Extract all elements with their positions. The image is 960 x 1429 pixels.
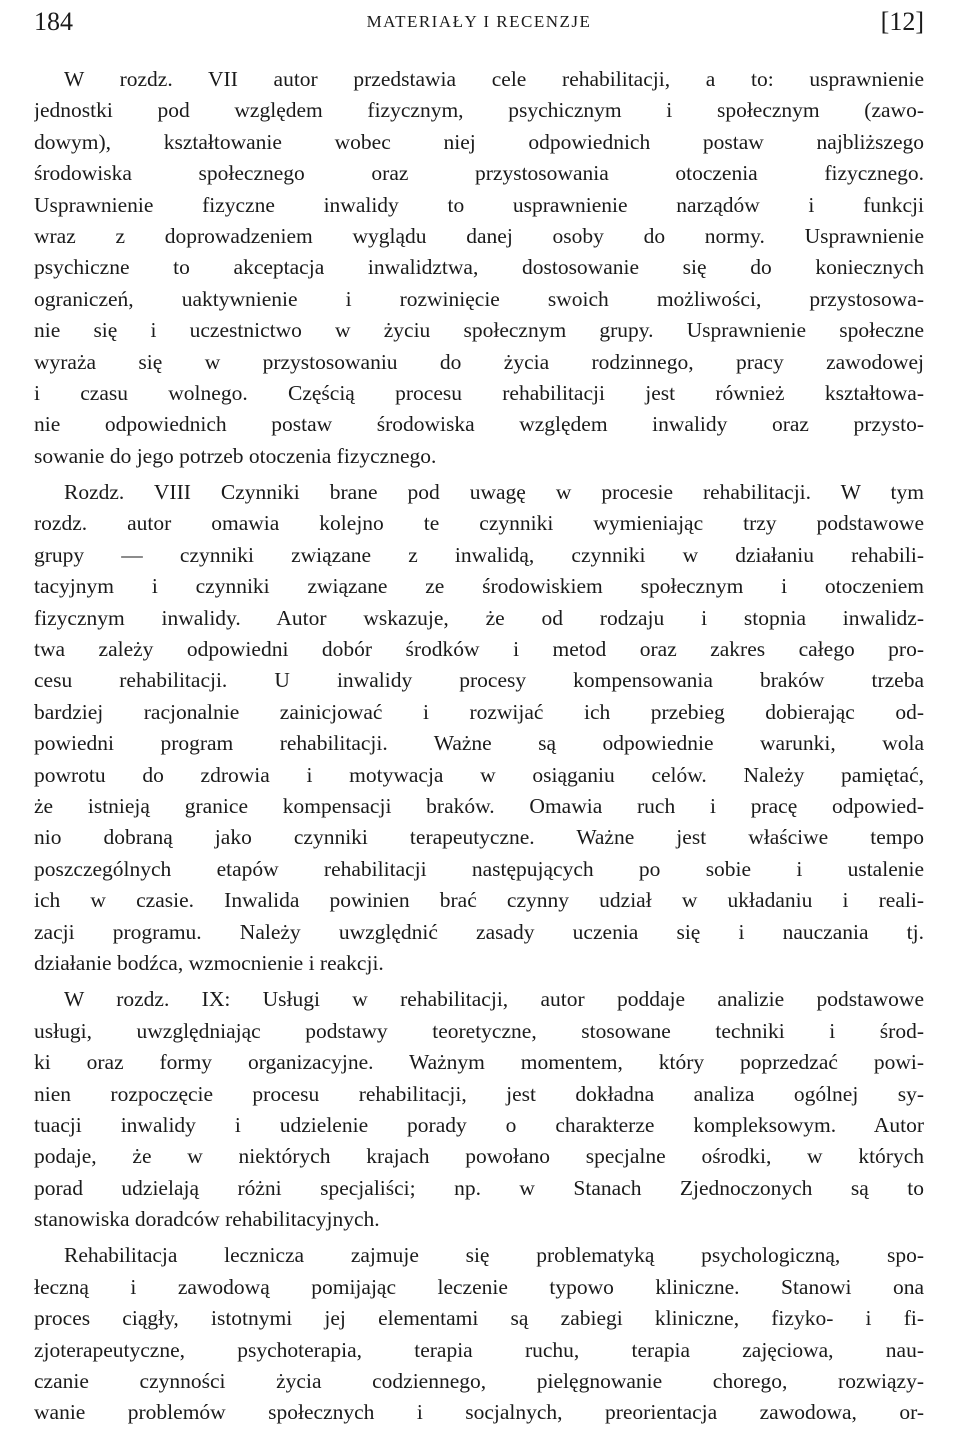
text-line: wyraża się w przystosowaniu do życia rodzinnego, pracy zawodowej xyxy=(34,349,924,374)
text-line: stanowiska doradców rehabilitacyjnych. xyxy=(34,1207,380,1232)
text-line: że istnieją granice kompensacji braków. Omawia ruch i pracę odpowied- xyxy=(34,793,924,818)
text-line: powiedni program rehabilitacji. Ważne są odpowiednie warunki, wola xyxy=(34,731,924,756)
text-line: Rehabilitacja lecznicza zajmuje się problematyką psychologiczną, spo- xyxy=(64,1243,924,1268)
text-line: podaje, że w niektórych krajach powołano specjalne ośrodki, w których xyxy=(34,1144,924,1169)
body-text xyxy=(34,64,924,1429)
text-line: ograniczeń, uaktywnienie i rozwinięcie swoich możliwości, przystosowa- xyxy=(34,286,924,311)
document-page xyxy=(34,0,924,1423)
running-head xyxy=(34,4,924,40)
text-line: rozdz. autor omawia kolejno te czynniki wymieniając trzy podstawowe xyxy=(34,511,924,536)
text-line: zacji programu. Należy uwzględnić zasady uczenia się i nauczania tj. xyxy=(34,919,924,944)
text-line: psychiczne to akceptacja inwalidztwa, dostosowanie się do koniecznych xyxy=(34,255,924,280)
text-line: powrotu do zdrowia i motywacja w osiąganiu celów. Należy pamiętać, xyxy=(34,762,924,787)
text-line: zjoterapeutyczne, psychoterapia, terapia ruchu, terapia zajęciowa, nau- xyxy=(34,1337,924,1362)
text-line: porad udzielają różni specjaliści; np. w Stanach Zjednoczonych są to xyxy=(34,1175,924,1200)
text-line: wanie problemów społecznych i socjalnych, preorientacja zawodowa, or- xyxy=(34,1400,924,1425)
text-line: nio dobraną jako czynniki terapeutyczne. Ważne jest właściwe tempo xyxy=(34,825,924,850)
text-line: grupy — czynniki związane z inwalidą, czynniki w działaniu rehabili- xyxy=(34,542,924,567)
text-line: ich w czasie. Inwalida powinien brać czynny udział w układaniu i reali- xyxy=(34,888,924,913)
text-line: usługi, uwzględniając podstawy teoretyczne, stosowane techniki i środ- xyxy=(34,1018,924,1043)
text-line: proces ciągły, istotnymi jej elementami są zabiegi kliniczne, fizyko- i fi- xyxy=(34,1306,924,1331)
text-line: tuacji inwalidy i udzielenie porady o charakterze kompleksowym. Autor xyxy=(34,1112,924,1137)
text-line: dowym), kształtowanie wobec niej odpowiednich postaw najbliższego xyxy=(34,129,924,154)
text-line: łeczną i zawodową pomijając leczenie typowo kliniczne. Stanowi ona xyxy=(34,1274,924,1299)
paragraph-medical-rehabilitation xyxy=(34,1240,924,1428)
text-line: twa zależy odpowiedni dobór środków i metod oraz zakres całego pro- xyxy=(34,637,924,662)
text-line: czanie czynności życia codziennego, pielęgnowanie chorego, rozwiązy- xyxy=(34,1369,924,1394)
paragraph-chapter-8 xyxy=(34,477,924,979)
text-line: Rozdz. VIII Czynniki brane pod uwagę w procesie rehabilitacji. W tym xyxy=(64,480,924,505)
text-line: nie odpowiednich postaw środowiska względem inwalidy oraz przysto- xyxy=(34,412,924,437)
text-line: sowanie do jego potrzeb otoczenia fizycznego. xyxy=(34,443,437,468)
text-line: środowiska społecznego oraz przystosowania otoczenia fizycznego. xyxy=(34,161,924,186)
text-line: bardziej racjonalnie zainicjować i rozwijać ich przebieg dobierając od- xyxy=(34,699,924,724)
text-line: jednostki pod względem fizycznym, psychicznym i społecznym (zawo- xyxy=(34,98,924,123)
text-line: tacyjnym i czynniki związane ze środowiskiem społecznym i otoczeniem xyxy=(34,574,924,599)
text-line: Usprawnienie fizyczne inwalidy to usprawnienie narządów i funkcji xyxy=(34,192,924,217)
page-number: 184 xyxy=(34,7,73,36)
text-line: W rozdz. VII autor przedstawia cele rehabilitacji, a to: usprawnienie xyxy=(64,67,924,91)
issue-mark: [12] xyxy=(880,7,924,36)
text-line: ki oraz formy organizacyjne. Ważnym momentem, który poprzedzać powi- xyxy=(34,1050,924,1075)
text-line: nien rozpoczęcie procesu rehabilitacji, jest dokładna analiza ogólnej sy- xyxy=(34,1081,924,1106)
text-line: działanie bodźca, wzmocnienie i reakcji. xyxy=(34,950,384,975)
text-line: poszczególnych etapów rehabilitacji następujących po sobie i ustalenie xyxy=(34,856,924,881)
text-line: W rozdz. IX: Usługi w rehabilitacji, autor poddaje analizie podstawowe xyxy=(64,987,924,1012)
running-head-title: MATERIAŁY I RECENZJE xyxy=(366,12,592,31)
text-line: i czasu wolnego. Częścią procesu rehabilitacji jest również kształtowa- xyxy=(34,380,924,405)
text-line: fizycznym inwalidy. Autor wskazuje, że od rodzaju i stopnia inwalidz- xyxy=(34,605,924,630)
text-line: wraz z doprowadzeniem wyglądu danej osoby do normy. Usprawnienie xyxy=(34,223,924,248)
text-line: nie się i uczestnictwo w życiu społecznym grupy. Usprawnienie społeczne xyxy=(34,318,924,343)
text-line: cesu rehabilitacji. U inwalidy procesy kompensowania braków trzeba xyxy=(34,668,924,693)
paragraph-chapter-9 xyxy=(34,984,924,1235)
paragraph-chapter-7 xyxy=(34,64,924,472)
